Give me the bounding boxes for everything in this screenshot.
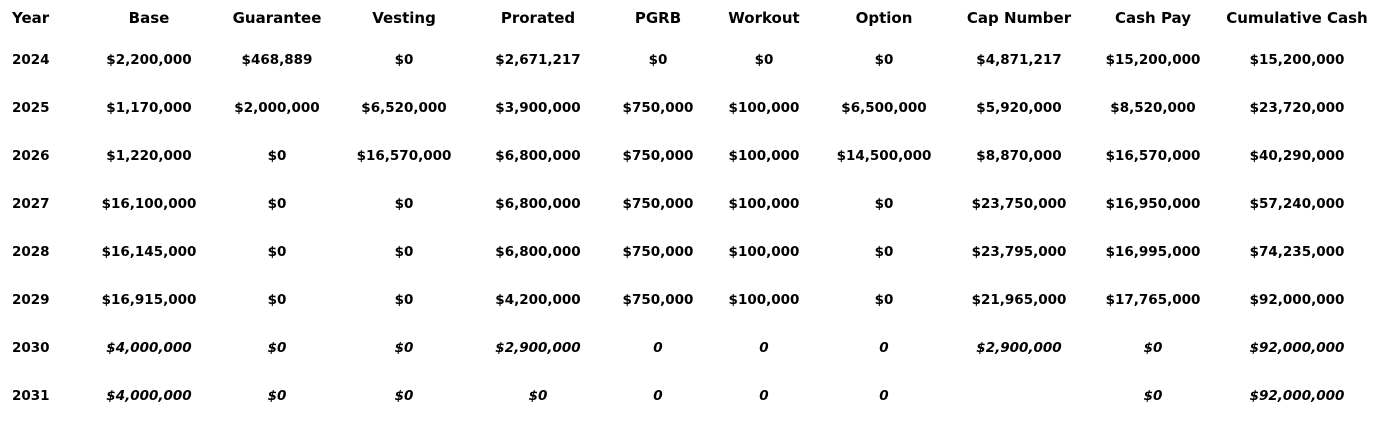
cell-year: 2025 — [12, 100, 50, 116]
cell-cash-pay: $16,570,000 — [1105, 148, 1201, 164]
cell-guarantee: $0 — [267, 244, 287, 260]
cell-pgrb: $750,000 — [622, 148, 694, 164]
cell-vesting: $0 — [394, 340, 414, 356]
cell-cumulative-cash: $92,000,000 — [1249, 292, 1345, 308]
cell-option: $14,500,000 — [836, 148, 932, 164]
cell-option: $0 — [874, 52, 894, 68]
cell-guarantee: $468,889 — [241, 52, 313, 68]
header-year: Year — [12, 9, 50, 27]
cell-cumulative-cash: $92,000,000 — [1249, 340, 1345, 356]
cell-workout: $100,000 — [728, 100, 800, 116]
cell-cumulative-cash: $15,200,000 — [1249, 52, 1345, 68]
cell-cap-number: $23,795,000 — [971, 244, 1067, 260]
cell-base: $4,000,000 — [106, 388, 192, 404]
cell-cash-pay: $15,200,000 — [1105, 52, 1201, 68]
cell-vesting: $0 — [394, 244, 414, 260]
cell-prorated: $0 — [528, 388, 548, 404]
cell-prorated: $6,800,000 — [495, 244, 581, 260]
cell-cumulative-cash: $57,240,000 — [1249, 196, 1345, 212]
cell-workout: $100,000 — [728, 196, 800, 212]
header-vesting: Vesting — [372, 9, 436, 27]
table-body — [0, 36, 1376, 420]
cell-prorated: $6,800,000 — [495, 196, 581, 212]
cell-pgrb: $750,000 — [622, 292, 694, 308]
cell-option: $0 — [874, 292, 894, 308]
header-cash-pay: Cash Pay — [1115, 9, 1191, 27]
cell-option: 0 — [879, 340, 889, 356]
cell-vesting: $0 — [394, 52, 414, 68]
cell-base: $2,200,000 — [106, 52, 192, 68]
cell-cap-number: $2,900,000 — [976, 340, 1062, 356]
cell-pgrb: $750,000 — [622, 244, 694, 260]
cell-workout: $100,000 — [728, 292, 800, 308]
cell-guarantee: $0 — [267, 340, 287, 356]
cell-vesting: $0 — [394, 292, 414, 308]
cell-workout: 0 — [759, 340, 769, 356]
cell-prorated: $2,671,217 — [495, 52, 581, 68]
table-row — [0, 132, 1376, 180]
cell-option: $6,500,000 — [841, 100, 927, 116]
cell-cash-pay: $16,950,000 — [1105, 196, 1201, 212]
cell-prorated: $4,200,000 — [495, 292, 581, 308]
cell-workout: 0 — [759, 388, 769, 404]
cell-guarantee: $0 — [267, 292, 287, 308]
cell-workout: $100,000 — [728, 148, 800, 164]
header-workout: Workout — [728, 9, 800, 27]
cell-vesting: $6,520,000 — [361, 100, 447, 116]
cell-cap-number: $8,870,000 — [976, 148, 1062, 164]
cell-cap-number — [950, 372, 1088, 420]
cell-year: 2031 — [12, 388, 50, 404]
cell-guarantee: $2,000,000 — [234, 100, 320, 116]
cell-year: 2024 — [12, 52, 50, 68]
cell-pgrb: 0 — [653, 388, 663, 404]
cell-cumulative-cash: $40,290,000 — [1249, 148, 1345, 164]
cell-cap-number: $5,920,000 — [976, 100, 1062, 116]
cell-vesting: $16,570,000 — [356, 148, 452, 164]
table-row — [0, 228, 1376, 276]
cell-base: $16,100,000 — [101, 196, 197, 212]
cell-base: $4,000,000 — [106, 340, 192, 356]
cell-cumulative-cash: $74,235,000 — [1249, 244, 1345, 260]
header-cap-number: Cap Number — [966, 9, 1072, 27]
table-row — [0, 276, 1376, 324]
cell-cumulative-cash: $92,000,000 — [1249, 388, 1345, 404]
cell-base: $1,170,000 — [106, 100, 192, 116]
cell-cash-pay: $0 — [1143, 340, 1163, 356]
cell-pgrb: $750,000 — [622, 100, 694, 116]
cell-cash-pay: $8,520,000 — [1110, 100, 1196, 116]
table-row — [0, 372, 1376, 420]
cell-cumulative-cash: $23,720,000 — [1249, 100, 1345, 116]
cell-cash-pay: $0 — [1143, 388, 1163, 404]
cell-prorated: $6,800,000 — [495, 148, 581, 164]
cell-guarantee: $0 — [267, 148, 287, 164]
header-base: Base — [128, 9, 170, 27]
cell-pgrb: $750,000 — [622, 196, 694, 212]
header-guarantee: Guarantee — [232, 9, 322, 27]
cell-year: 2026 — [12, 148, 50, 164]
cell-cap-number: $21,965,000 — [971, 292, 1067, 308]
cell-option: $0 — [874, 196, 894, 212]
cell-prorated: $3,900,000 — [495, 100, 581, 116]
table-header — [0, 0, 1376, 36]
cell-workout: $100,000 — [728, 244, 800, 260]
cell-year: 2028 — [12, 244, 50, 260]
cell-guarantee: $0 — [267, 196, 287, 212]
header-cumulative-cash: Cumulative Cash — [1226, 9, 1368, 27]
cell-base: $16,915,000 — [101, 292, 197, 308]
cell-vesting: $0 — [394, 388, 414, 404]
cell-option: 0 — [879, 388, 889, 404]
cell-pgrb: $0 — [648, 52, 668, 68]
cell-vesting: $0 — [394, 196, 414, 212]
table-row — [0, 36, 1376, 84]
cell-cap-number: $23,750,000 — [971, 196, 1067, 212]
cell-base: $16,145,000 — [101, 244, 197, 260]
cell-guarantee: $0 — [267, 388, 287, 404]
table-row — [0, 84, 1376, 132]
table-row — [0, 180, 1376, 228]
header-pgrb: PGRB — [634, 9, 682, 27]
cell-prorated: $2,900,000 — [495, 340, 581, 356]
cell-cap-number: $4,871,217 — [976, 52, 1062, 68]
cell-option: $0 — [874, 244, 894, 260]
header-row — [0, 0, 1376, 36]
cell-cash-pay: $17,765,000 — [1105, 292, 1201, 308]
header-prorated: Prorated — [500, 9, 576, 27]
cell-year: 2029 — [12, 292, 50, 308]
cell-year: 2027 — [12, 196, 50, 212]
cell-base: $1,220,000 — [106, 148, 192, 164]
cell-year: 2030 — [12, 340, 50, 356]
cell-pgrb: 0 — [653, 340, 663, 356]
header-option: Option — [855, 9, 913, 27]
cell-cash-pay: $16,995,000 — [1105, 244, 1201, 260]
table-row — [0, 324, 1376, 372]
cell-workout: $0 — [754, 52, 774, 68]
